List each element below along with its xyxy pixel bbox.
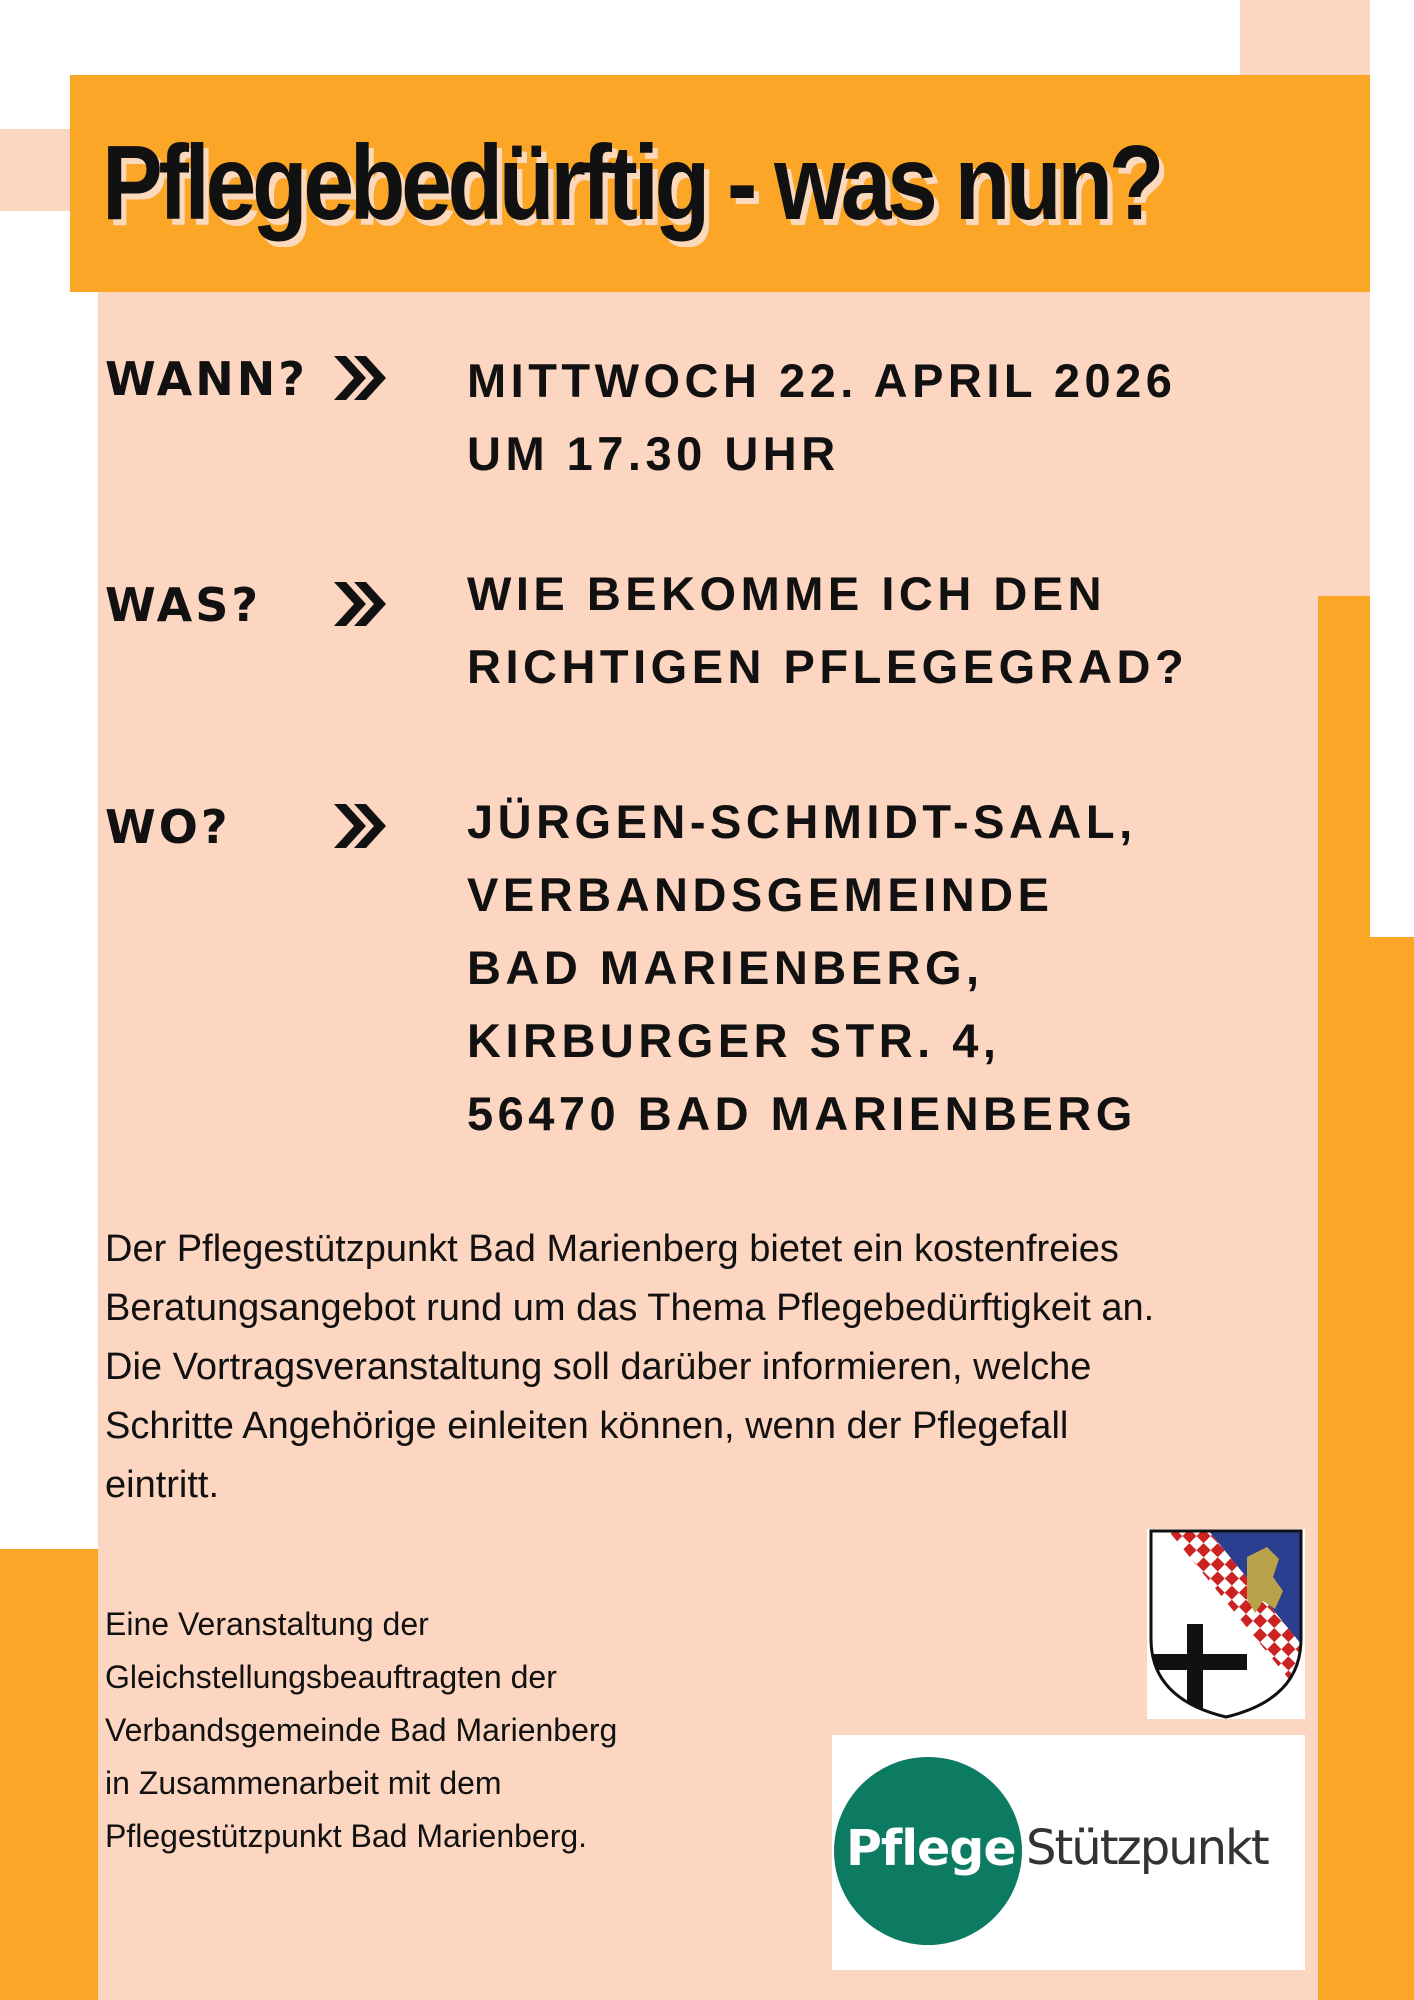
label-what: WAS? — [105, 578, 262, 632]
organizer-note — [105, 1598, 617, 1863]
description-line: Schritte Angehörige einleiten können, wenn der Pflegefall — [105, 1405, 1069, 1447]
logo-word-pflege: Pflege — [846, 1820, 1016, 1877]
bg-peach-top-right — [1240, 0, 1370, 80]
label-when: WANN? — [105, 352, 308, 406]
what-line: RICHTIGEN PFLEGEGRAD? — [467, 640, 1189, 693]
organizer-line: Eine Veranstaltung der — [105, 1606, 429, 1642]
bg-peach-left-strip — [0, 129, 75, 211]
bg-orange-right-edge — [1370, 937, 1414, 2000]
where-line: JÜRGEN-SCHMIDT-SAAL, — [467, 795, 1137, 848]
double-chevron-icon — [332, 578, 388, 630]
what-line: WIE BEKOMME ICH DEN — [467, 567, 1107, 620]
description-line: Beratungsangebot rund um das Thema Pflegebedürftigkeit an. — [105, 1287, 1155, 1329]
bg-orange-right-column — [1318, 596, 1370, 2000]
where-line: 56470 BAD MARIENBERG — [467, 1087, 1137, 1140]
double-chevron-icon — [332, 800, 388, 852]
organizer-line: in Zusammenarbeit mit dem — [105, 1765, 502, 1801]
bg-peach-right-upper — [1300, 280, 1370, 596]
description-line: Die Vortragsveranstaltung soll darüber informieren, welche — [105, 1346, 1092, 1388]
where-line: KIRBURGER STR. 4, — [467, 1014, 1001, 1067]
pflegestuetzpunkt-logo — [832, 1735, 1305, 1970]
value-when — [467, 344, 1176, 490]
description-line: eintritt. — [105, 1464, 220, 1506]
where-line: BAD MARIENBERG, — [467, 941, 984, 994]
description — [105, 1220, 1325, 1515]
when-line: UM 17.30 UHR — [467, 427, 840, 480]
logo-word-stuetzpunkt: Stützpunkt — [1026, 1820, 1268, 1876]
bg-orange-left-bottom — [0, 1549, 98, 2000]
value-what — [467, 557, 1188, 703]
label-where: WO? — [105, 800, 231, 854]
organizer-line: Pflegestützpunkt Bad Marienberg. — [105, 1818, 588, 1854]
when-line: MITTWOCH 22. APRIL 2026 — [467, 354, 1177, 407]
where-line: VERBANDSGEMEINDE — [467, 868, 1054, 921]
organizer-line: Verbandsgemeinde Bad Marienberg — [105, 1712, 618, 1748]
title-banner — [70, 75, 1370, 292]
description-line: Der Pflegestützpunkt Bad Marienberg bietet ein kostenfreies — [105, 1228, 1119, 1270]
double-chevron-icon — [332, 352, 388, 404]
poster-title: Pflegebedürftig - was nun? — [102, 124, 1161, 242]
organizer-line: Gleichstellungsbeauftragten der — [105, 1659, 557, 1695]
value-where — [467, 785, 1137, 1150]
coat-of-arms-icon — [1147, 1529, 1305, 1719]
coat-of-arms — [1147, 1529, 1305, 1719]
